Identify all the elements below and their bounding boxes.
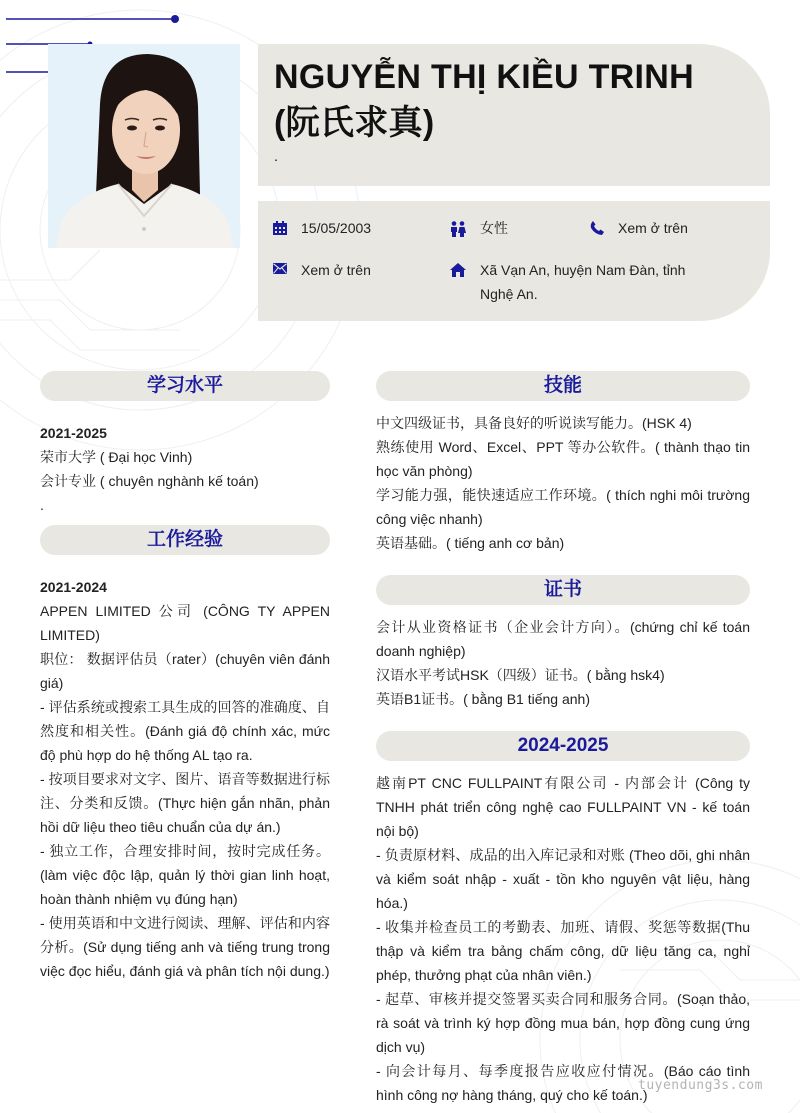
skills-title: 技能 <box>376 371 750 401</box>
chinese-name: (阮氏求真) <box>274 104 435 142</box>
job2-line: - 向会计每月、每季度报告应收应付情况。(Báo cáo tình hình công nợ hàng tháng, quý cho kế toán.) <box>376 1063 750 1103</box>
education-body <box>40 421 330 517</box>
mail-icon <box>273 263 287 274</box>
experience-line: - 使用英语和中文进行阅读、理解、评估和内容分析。(Sử dụng tiếng anh và tiếng trung trong việc đọc hiểu, đánh giá và phân tích nội dung.) <box>40 915 330 979</box>
email-value: Xem ở trên <box>301 262 371 278</box>
people-icon <box>450 221 466 237</box>
education-title: 学习水平 <box>40 371 330 401</box>
birthday-item <box>273 216 371 240</box>
contact-panel <box>258 201 770 321</box>
address-line: Xã Vạn An, huyện Nam Đàn, tỉnh <box>480 262 686 278</box>
education-line: 荣市大学 ( Đại học Vinh) <box>40 449 193 465</box>
education-period: 2021-2025 <box>40 425 107 441</box>
certificate-line: 会计从业资格证书（企业会计方向）。(chứng chỉ kế toán doanh nghiệp) <box>376 619 750 659</box>
profile-photo <box>48 44 240 248</box>
skill-line: 熟练使用 Word、Excel、PPT 等办公软件。( thành thạo tin học văn phòng) <box>376 439 750 479</box>
experience-period: 2021-2024 <box>40 579 107 595</box>
email-item <box>273 258 371 282</box>
header-subtitle: . <box>274 148 278 164</box>
phone-value: Xem ở trên <box>618 220 688 236</box>
education-line: . <box>40 497 44 513</box>
gender-item <box>450 216 508 240</box>
education-line: 会计专业 ( chuyên nghành kế toán) <box>40 473 259 489</box>
experience-line: - 评估系统或搜索工具生成的回答的准确度、自然度和相关性。(Đánh giá độ chính xác, mức độ phù hợp do hệ thống AL tạo ra. <box>40 699 330 763</box>
birthday-value: 15/05/2003 <box>301 220 372 236</box>
job2-line: - 收集并检查员工的考勤表、加班、请假、奖惩等数据(Thu thập và kiểm tra bảng chấm công, dữ liệu tăng ca, nghỉ phép, thưởng phạt của nhân viên.) <box>376 919 750 983</box>
certificates-title: 证书 <box>376 575 750 605</box>
address-line: Nghệ An. <box>480 286 538 302</box>
job2-line: - 起草、审核并提交签署买卖合同和服务合同。(Soạn thảo, rà soát và trình ký hợp đồng mua bán, hợp đồng cung ứng dịch vụ) <box>376 991 750 1055</box>
full-name: NGUYỄN THỊ KIỀU TRINH <box>274 58 694 96</box>
certificates-body <box>376 615 750 711</box>
experience-line: 职位： 数据评估员（rater）(chuyên viên đánh giá) <box>40 651 330 691</box>
experience-line: - 独立工作，合理安排时间，按时完成任务。(làm việc độc lập, quản lý thời gian linh hoạt, hoàn thành nhiệm vụ đúng hạn) <box>40 843 330 907</box>
job2-line: 越南PT CNC FULLPAINT有限公司 - 内部会计 (Công ty TNHH phát triển công nghệ cao FULLPAINT VN - kế toán nội bộ) <box>376 775 750 839</box>
calendar-icon <box>273 221 287 235</box>
skill-line: 学习能力强，能快速适应工作环境。( thích nghi môi trường công việc nhanh) <box>376 487 750 527</box>
home-icon <box>450 263 466 277</box>
skill-line: 中文四级证书，具备良好的听说读写能力。(HSK 4) <box>376 415 692 431</box>
job2-line: - 负责原材料、成品的出入库记录和对账 (Theo dõi, ghi nhân và kiểm soát nhập - xuất - tồn kho nguyên vật liệu, hàng hóa.) <box>376 847 750 911</box>
address-item <box>450 258 685 306</box>
address-value <box>480 258 685 306</box>
left-column <box>40 371 330 983</box>
experience-line: - 按项目要求对文字、图片、语音等数据进行标注、分类和反馈。(Thực hiện gắn nhãn, phản hồi dữ liệu theo tiêu chuẩn của dự án.) <box>40 771 330 835</box>
skill-line: 英语基础。( tiếng anh cơ bản) <box>376 535 565 551</box>
certificate-line: 英语B1证书。( bằng B1 tiếng anh) <box>376 691 590 707</box>
watermark: tuyendung3s.com <box>638 1078 763 1093</box>
experience-line: APPEN LIMITED 公司 (CÔNG TY APPEN LIMITED) <box>40 603 330 643</box>
job2-title: 2024-2025 <box>376 731 750 761</box>
gender-value: 女性 <box>480 220 508 236</box>
job2-body <box>376 771 750 1107</box>
certificate-line: 汉语水平考试HSK（四级）证书。( bằng hsk4) <box>376 667 665 683</box>
phone-item <box>590 216 688 240</box>
experience-body <box>40 575 330 983</box>
phone-icon <box>590 221 604 235</box>
right-column <box>376 371 750 1107</box>
experience-title: 工作经验 <box>40 525 330 555</box>
skills-body <box>376 411 750 555</box>
name-panel <box>258 44 770 186</box>
